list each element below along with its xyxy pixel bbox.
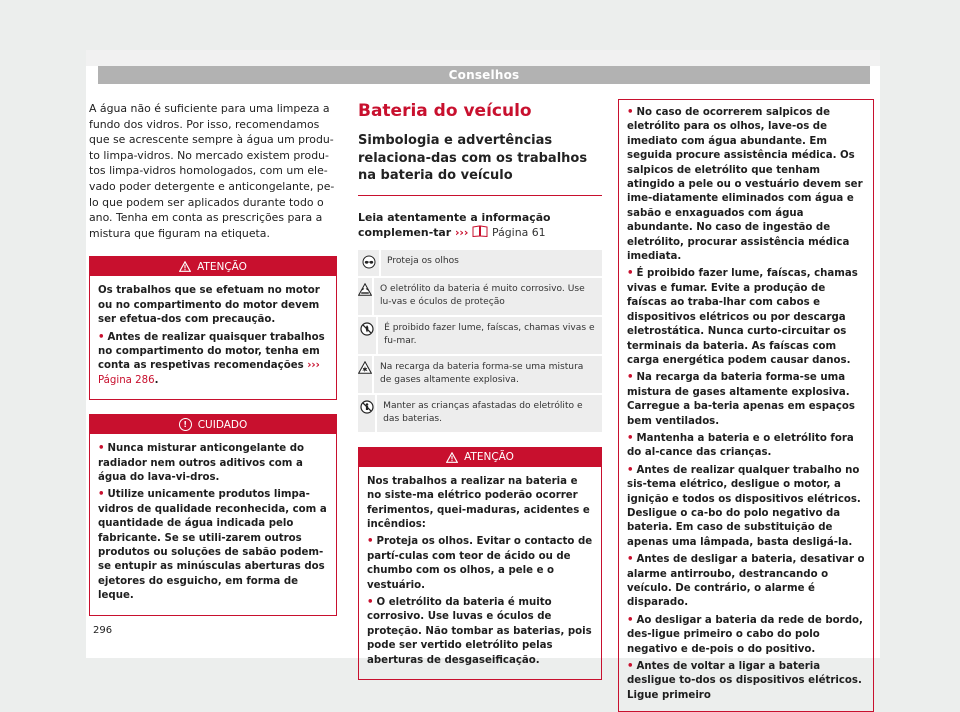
warning-bullet xyxy=(627,464,865,550)
bullet-icon: • xyxy=(627,661,634,673)
warning-bullet xyxy=(627,106,865,264)
info-circle-icon: ! xyxy=(179,418,192,431)
warning-bullet-text: Ao desligar a bateria da rede de bordo, des-ligue primeiro o cabo do polo negativo e de-pois o do positivo. xyxy=(627,614,863,655)
symbol-description: O eletrólito da bateria é muito corrosivo. Use lu-vas e óculos de proteção xyxy=(380,283,585,307)
ref-arrow: ››› xyxy=(307,360,320,372)
warning-continuation-box xyxy=(618,99,874,712)
bullet-icon: • xyxy=(98,443,105,455)
warning-bullet xyxy=(367,535,593,593)
caution-title: CUIDADO xyxy=(197,418,248,431)
warning-bullet-text: O eletrólito da bateria é muito corrosivo. Use luvas e óculos de proteção. Não tombar as baterias, pois pode ser vertido eletrólito pelas aberturas de desgaseificação. xyxy=(367,596,592,666)
table-row xyxy=(358,250,602,276)
warning-body xyxy=(90,276,336,399)
caution-box xyxy=(89,414,337,615)
symbol-description: Proteja os olhos xyxy=(387,255,459,266)
warning-bullet xyxy=(98,331,328,389)
intro-label: Leia atentamente a informação complemen-tar xyxy=(358,210,551,240)
washer-paragraph: A água não é suficiente para uma limpeza a fundo dos vidros. Por isso, recomendamos que se acrescente sempre à água um produ-to limpa-vidros. No mercado existem produ-tos limpa-vidros homologados, com um ele-vado poder detergente e anticongelante, pe-lo que podem ser aplicados durante todo o ano. Tenha em conta as prescrições para a mistura que figuram na etiqueta. xyxy=(89,102,335,240)
caution-bullet xyxy=(98,442,328,485)
middle-column xyxy=(358,100,602,680)
warning-bullet-text: Antes de voltar a ligar a bateria desligue to-dos os dispositivos elétricos. Ligue primeiro xyxy=(627,661,862,701)
table-row xyxy=(358,317,602,354)
caution-bullet-text: Nunca misturar anticongelante do radiador nem outros aditivos com a água do lava-vi-dros. xyxy=(98,443,304,483)
warning-bullet xyxy=(627,553,865,611)
warning-bullet-text: Antes de realizar quaisquer trabalhos no compartimento do motor, tenha em conta as respetivas recomendações xyxy=(98,331,325,372)
table-row xyxy=(358,278,602,315)
caution-body xyxy=(90,434,336,614)
warning-bullet-text: Proteja os olhos. Evitar o contacto de partí-culas com teor de ácido ou de chumbo com os olhos, a pele e o vestuário. xyxy=(367,536,593,591)
bullet-icon: • xyxy=(367,596,374,608)
warning-intro: Os trabalhos que se efetuam no motor ou no compartimento do motor devem ser efetua-dos com precaução. xyxy=(98,285,320,326)
table-row xyxy=(358,356,602,393)
warning-bullet-text: Antes de realizar qualquer trabalho no sis-tema elétrico, desligue o motor, a ignição e todos os dispositivos elétricos. Desligue o ca-bo do polo negativo da bateria. Em caso de substituição de apenas uma lâmpada, basta desligá-la. xyxy=(627,464,861,548)
symbol-cell xyxy=(358,250,381,276)
warning-bullet-text: Na recarga da bateria forma-se uma mistura de gases altamente explosiva. Carregue a ba-teria apenas em espaços bem ventilados. xyxy=(627,372,855,427)
bullet-icon: • xyxy=(627,432,634,444)
warning-body xyxy=(619,100,873,711)
corrosive-icon xyxy=(358,283,372,296)
warning-bullet xyxy=(627,614,865,657)
symbol-description: Na recarga da bateria forma-se uma mistura de gases altamente explosiva. xyxy=(380,361,584,385)
caution-bullet-text: Utilize unicamente produtos limpa-vidros de qualidade reconhecida, com a quantidade de água indicada pelo fabricante. Se se utili-zarem outros produtos ou soluções de sabão podem-se entupir as minúsculas aberturas dos ejetores do esguicho, em forma de leque. xyxy=(98,489,327,602)
keep-children-away-icon xyxy=(360,400,374,414)
section-header: Conselhos xyxy=(98,66,870,84)
warning-box-battery xyxy=(358,447,602,680)
warning-triangle-icon xyxy=(446,452,458,463)
warning-intro: Nos trabalhos a realizar na bateria e no siste-ma elétrico poderão ocorrer ferimentos, quei-maduras, acidentes e incêndios: xyxy=(367,475,590,530)
caution-header xyxy=(90,415,336,434)
symbol-cell xyxy=(358,356,374,393)
subsection-title: Simbologia e advertências relaciona-das com os trabalhos na bateria do veículo xyxy=(358,132,602,196)
symbol-cell xyxy=(358,278,374,315)
intro-text xyxy=(358,210,602,241)
page-link-286[interactable]: Página 286 xyxy=(98,374,155,386)
warning-bullet-text: Mantenha a bateria e o eletrólito fora do al-cance das crianças. xyxy=(627,432,854,459)
bullet-icon: • xyxy=(98,331,105,343)
warning-bullet xyxy=(627,432,865,461)
section-title: Bateria do veículo xyxy=(358,101,532,121)
table-row xyxy=(358,395,602,432)
warning-bullet-text: É proibido fazer lume, faíscas, chamas vivas e fumar. Evite a produção de faíscas ao traba-lhar com cabos e dispositivos elétricos ou por descarga eletrostática. Nunca curto-circuitar os terminais da bateria. As faíscas com carga energética podem causar danos. xyxy=(627,268,858,366)
ref-arrow: ››› xyxy=(454,226,469,240)
right-column xyxy=(618,99,874,712)
bullet-icon: • xyxy=(98,489,105,501)
ref-end: . xyxy=(154,374,159,386)
warning-title: ATENÇÃO xyxy=(197,260,247,273)
bullet-icon: • xyxy=(627,614,634,626)
symbol-table xyxy=(358,250,602,432)
bullet-icon: • xyxy=(627,268,634,280)
symbol-cell xyxy=(358,395,377,432)
warning-body xyxy=(359,467,601,679)
top-band xyxy=(86,50,880,66)
caution-bullet xyxy=(98,488,328,603)
warning-bullet xyxy=(627,371,865,429)
manual-page xyxy=(86,50,880,701)
symbol-description: É proibido fazer lume, faíscas, chamas vivas e fu-mar. xyxy=(384,322,595,346)
book-icon xyxy=(472,225,488,237)
warning-header xyxy=(359,448,601,467)
bullet-icon: • xyxy=(367,536,374,548)
symbol-description: Manter as crianças afastadas do eletrólito e das baterias. xyxy=(383,400,583,424)
bullet-icon: • xyxy=(627,464,634,476)
page-number: 296 xyxy=(93,625,113,636)
bullet-icon: • xyxy=(627,107,634,118)
warning-bullet xyxy=(627,267,865,368)
warning-bullet xyxy=(367,596,593,668)
warning-box-engine xyxy=(89,256,337,400)
eye-protection-icon xyxy=(362,255,376,269)
warning-header xyxy=(90,257,336,276)
warning-title: ATENÇÃO xyxy=(464,451,514,464)
warning-bullet-text: Antes de desligar a bateria, desativar o alarme antirroubo, destrancando o veículo. De contrário, o alarme é disparado. xyxy=(627,554,865,609)
no-fire-icon xyxy=(360,322,374,336)
explosive-icon xyxy=(358,361,372,374)
warning-bullet-text: No caso de ocorrerem salpicos de eletrólito para os olhos, lave-os de imediato com água abundante. Em seguida procure assistência médica. Os salpicos de eletrólito que tenham atingido a pele ou o vestuário devem ser ime-diatamente eliminados com água e sabão e enxaguados com água abundante. No caso de ingestão de eletrólito, procurar assistência médica imediata. xyxy=(627,107,863,263)
bullet-icon: • xyxy=(627,554,634,566)
warning-bullet xyxy=(627,660,865,703)
page-link-61[interactable]: Página 61 xyxy=(492,226,546,240)
left-column xyxy=(89,101,337,616)
symbol-cell xyxy=(358,317,378,354)
warning-triangle-icon xyxy=(179,261,191,272)
bullet-icon: • xyxy=(627,372,634,384)
